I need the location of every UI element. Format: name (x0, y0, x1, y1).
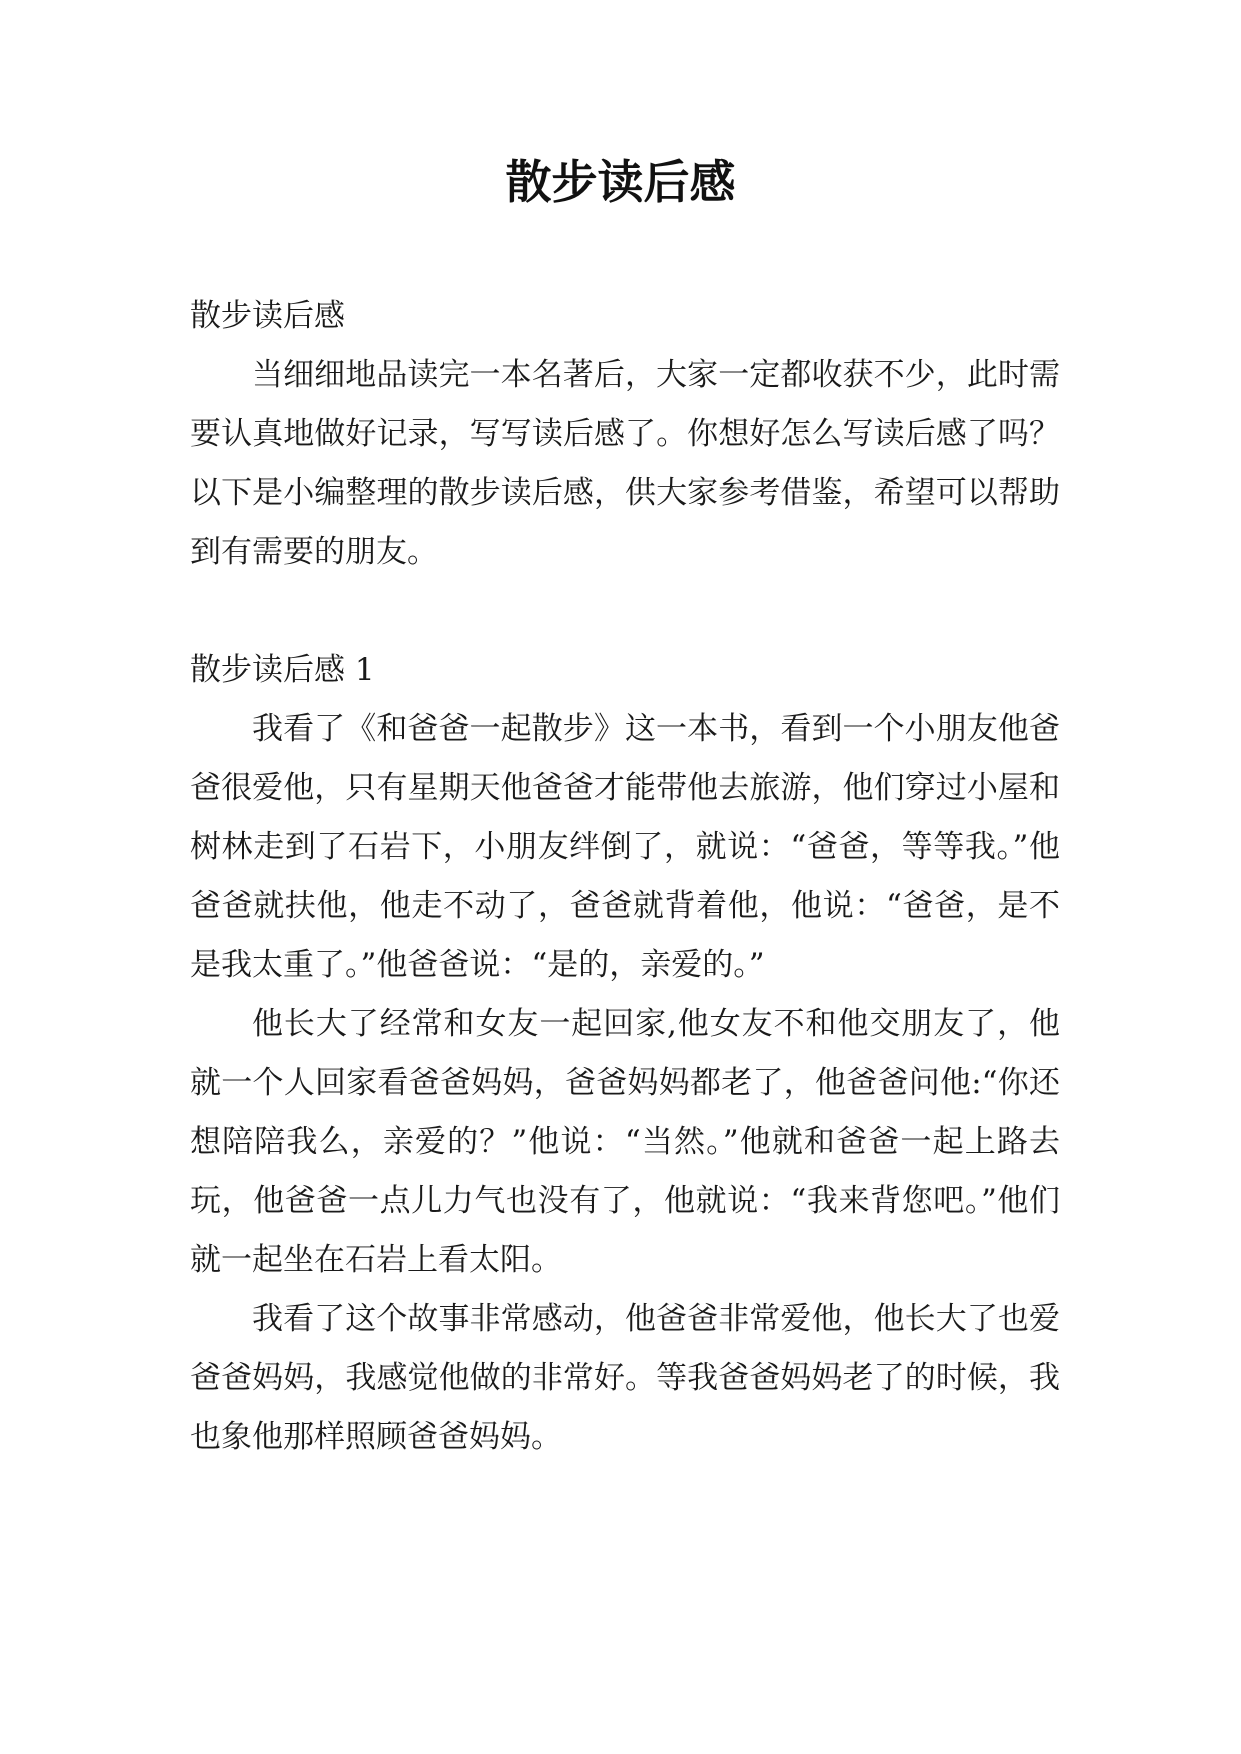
document-body (190, 287, 1060, 1467)
section-1-heading: 散步读后感 1 (190, 652, 375, 688)
intro-heading: 散步读后感 (190, 298, 345, 334)
section-1-paragraph-3: 我看了这个故事非常感动，他爸爸非常爱他，他长大了也爱爸爸妈妈，我感觉他做的非常好。等我爸爸妈妈老了的时候，我也象他那样照顾爸爸妈妈。 (190, 1301, 1060, 1455)
intro-paragraph: 当细细地品读完一本名著后，大家一定都收获不少，此时需要认真地做好记录，写写读后感了。你想好怎么写读后感了吗？以下是小编整理的散步读后感，供大家参考借鉴，希望可以帮助到有需要的朋友。 (190, 357, 1060, 570)
section-1-paragraph-1: 我看了《和爸爸一起散步》这一本书，看到一个小朋友他爸爸很爱他，只有星期天他爸爸才能带他去旅游，他们穿过小屋和树林走到了石岩下，小朋友绊倒了，就说：“爸爸，等等我。”他爸爸就扶他，他走不动了，爸爸就背着他，他说：“爸爸，是不是我太重了。”他爸爸说：“是的，亲爱的。” (190, 711, 1060, 983)
document-title: 散步读后感 (505, 155, 736, 209)
section-1-paragraph-2: 他长大了经常和女友一起回家,他女友不和他交朋友了，他就一个人回家看爸爸妈妈，爸爸妈妈都老了，他爸爸问他:“你还想陪陪我么，亲爱的？”他说：“当然。”他就和爸爸一起上路去玩，他爸爸一点儿力气也没有了，他就说：“我来背您吧。”他们就一起坐在石岩上看太阳。 (190, 1006, 1060, 1278)
section-spacer (190, 582, 1060, 641)
